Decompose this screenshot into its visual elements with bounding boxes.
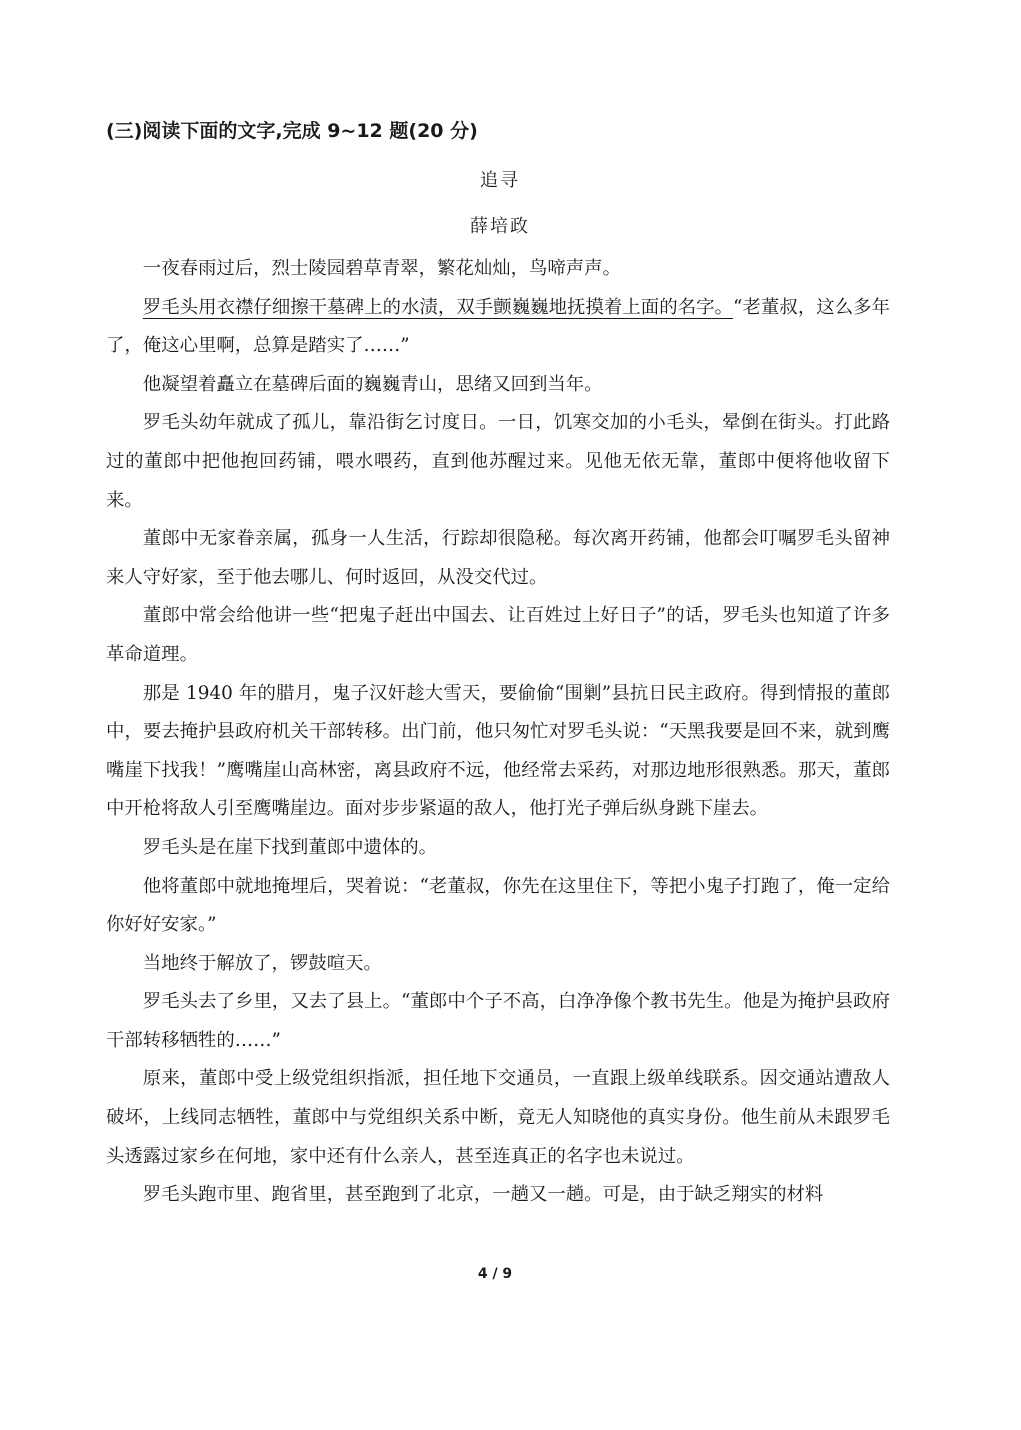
paragraph: 罗毛头用衣襟仔细擦干墓碑上的水渍，双手颤巍巍地抚摸着上面的名字。“老董叔，这么多年了，俺这心里啊，总算是踏实了……”: [106, 296, 890, 357]
paragraph: 那是 1940 年的腊月，鬼子汉奸趁大雪天，要偷偷“围剿”县抗日民主政府。得到情报的董郎中，要去掩护县政府机关干部转移。出门前，他只匆忙对罗毛头说：“天黑我要是回不来，就到鹰嘴崖下找我！”鹰嘴崖山高林密，离县政府不远，他经常去采药，对那边地形很熟悉。那天，董郎中开枪将敌人引至鹰嘴崖边。面对步步紧逼的敌人，他打光子弹后纵身跳下崖去。: [106, 682, 890, 820]
article-body: [106, 250, 890, 1215]
section-heading: (三)阅读下面的文字,完成 9~12 题(20 分): [106, 120, 478, 142]
paragraph: 一夜春雨过后，烈士陵园碧草青翠，繁花灿灿，鸟啼声声。: [142, 258, 621, 279]
paragraph: 原来，董郎中受上级党组织指派，担任地下交通员，一直跟上级单线联系。因交通站遭敌人破坏，上线同志牺牲，董郎中与党组织关系中断，竟无人知晓他的真实身份。他生前从未跟罗毛头透露过家乡在何地，家中还有什么亲人，甚至连真正的名字也未说过。: [106, 1068, 890, 1167]
page-number: 4 / 9: [477, 1266, 513, 1282]
paragraph: 罗毛头是在崖下找到董郎中遗体的。: [142, 836, 438, 858]
paragraph: 罗毛头去了乡里，又去了县上。“董郎中个子不高，白净净像个教书先生。他是为掩护县政府干部转移牺牲的……”: [106, 991, 890, 1051]
article-title: 追寻: [480, 170, 520, 191]
paragraph: 罗毛头跑市里、跑省里，甚至跑到了北京，一趟又一趟。可是，由于缺乏翔实的材料: [142, 1184, 824, 1206]
paragraph: 他凝望着矗立在墓碑后面的巍巍青山，思绪又回到当年。: [142, 373, 603, 395]
paragraph: 他将董郎中就地掩埋后，哭着说：“老董叔，你先在这里住下，等把小鬼子打跑了，俺一定给你好好安家。”: [106, 875, 890, 936]
paragraph: 当地终于解放了，锣鼓喧天。: [142, 952, 382, 974]
paragraph: 董郎中常会给他讲一些“把鬼子赶出中国去、让百姓过上好日子”的话，罗毛头也知道了许多革命道理。: [106, 605, 890, 665]
article-author: 薛培政: [470, 216, 530, 237]
paragraph: 董郎中无家眷亲属，孤身一人生活，行踪却很隐秘。每次离开药铺，他都会叮嘱罗毛头留神来人守好家，至于他去哪儿、何时返回，从没交代过。: [106, 528, 890, 588]
underlined-sentence: 罗毛头用衣襟仔细擦干墓碑上的水渍，双手颤巍巍地抚摸着上面的名字。: [142, 296, 734, 318]
paragraph: 罗毛头幼年就成了孤儿，靠沿街乞讨度日。一日，饥寒交加的小毛头，晕倒在街头。打此路过的董郎中把他抱回药铺，喂水喂药，直到他苏醒过来。见他无依无靠，董郎中便将他收留下来。: [106, 412, 890, 511]
